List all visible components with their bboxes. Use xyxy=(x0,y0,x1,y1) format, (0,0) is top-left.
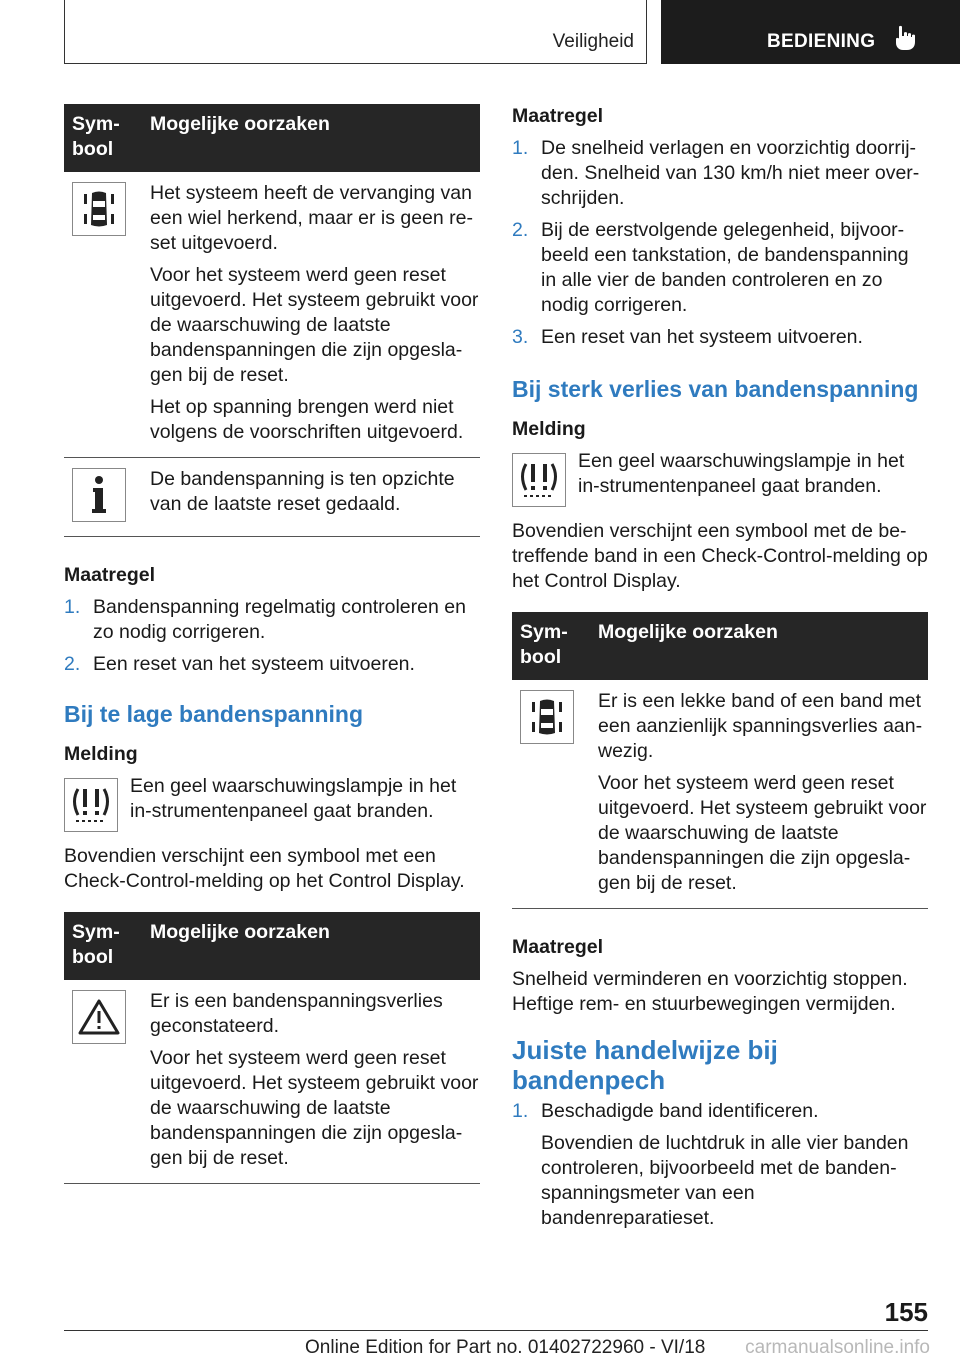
header-chapter-label: BEDIENING xyxy=(767,31,876,52)
col-symbol-header: Sym- bool xyxy=(72,921,120,968)
melding-heading: Melding xyxy=(64,743,138,765)
body-text: Snelheid verminderen en voorzichtig stoppen. Heftige rem- en stuurbewegingen vermijden. xyxy=(512,968,908,1015)
notice xyxy=(512,449,928,507)
footer-divider xyxy=(64,1330,928,1331)
left-column xyxy=(64,104,480,1184)
pointing-hand-icon xyxy=(895,25,917,51)
melding-heading: Melding xyxy=(512,418,586,440)
cause-text: Het op spanning brengen werd niet volgens de voorschriften uitgevoerd. xyxy=(150,396,464,443)
body-text: Bovendien verschijnt een symbool met een Check-Control-melding op het Control Display. xyxy=(64,845,465,892)
header-chapter-tab[interactable] xyxy=(661,0,960,64)
list-item: 1. De snelheid verlagen en voorzichtig doorrij-den. Snelheid van 130 km/h niet meer over-schrijden. xyxy=(512,137,920,209)
table-header xyxy=(64,912,480,980)
section-title: Bij te lage bandenspanning xyxy=(64,701,364,727)
header-section: Veiligheid xyxy=(552,31,634,52)
body-text: Bovendien verschijnt een symbool met de be-treffende band in een Check-Control-melding op het Control Display. xyxy=(512,520,928,592)
tire-warning-icon xyxy=(64,778,118,832)
cause-text: Voor het systeem werd geen reset uitgevoerd. Het systeem gebruikt voor de waarschuwing de laatste bandenspanningen die zijn opgesla-gen bij de reset. xyxy=(150,1047,479,1169)
measure-steps xyxy=(512,136,928,350)
header-frame xyxy=(64,0,647,64)
notice xyxy=(64,774,480,832)
measure-heading: Maatregel xyxy=(512,105,604,127)
list-item: 1. Bandenspanning regelmatig controleren en zo nodig corrigeren. xyxy=(64,596,466,643)
cause-text: Het systeem heeft de vervanging van een wiel herkend, maar er is geen re-set uitgevoerd. xyxy=(150,182,473,254)
cause-text: De bandenspanning is ten opzichte van de laatste reset gedaald. xyxy=(150,468,455,515)
tire-warning-icon xyxy=(512,453,566,507)
section-title: Bij sterk verlies van bandenspanning xyxy=(512,376,919,402)
symbol-table-1 xyxy=(64,104,480,537)
measure-heading: Maatregel xyxy=(64,564,156,586)
table-row xyxy=(64,980,480,1184)
table-row xyxy=(64,172,480,458)
cause-text: Er is een lekke band of een band met een aanzienlijk spanningsverlies aan-wezig. xyxy=(598,690,923,762)
car-tpms-icon xyxy=(520,690,574,744)
table-row xyxy=(64,458,480,537)
edition-text: Online Edition for Part no. 01402722960 - VI/18 xyxy=(305,1337,706,1358)
measure-heading: Maatregel xyxy=(512,936,604,958)
info-icon xyxy=(72,468,126,522)
cause-text: Voor het systeem werd geen reset uitgevoerd. Het systeem gebruikt voor de waarschuwing de laatste bandenspanningen die zijn opgesla-gen bij de reset. xyxy=(598,772,927,894)
notice-text: Een geel waarschuwingslampje in het in-strumentenpaneel gaat branden. xyxy=(578,450,905,497)
table-row xyxy=(512,680,928,909)
notice-text: Een geel waarschuwingslampje in het in-strumentenpaneel gaat branden. xyxy=(130,775,457,822)
col-causes-header: Mogelijke oorzaken xyxy=(150,113,330,135)
list-item: 1. Beschadigde band identificeren. Bovendien de luchtdruk in alle vier banden controleren, bijvoorbeeld met de banden-spanningsmeter van een bandenreparatieset. xyxy=(512,1099,928,1231)
table-header xyxy=(512,612,928,680)
measure-steps xyxy=(512,1099,928,1231)
cause-text: Voor het systeem werd geen reset uitgevoerd. Het systeem gebruikt voor de waarschuwing de laatste bandenspanningen die zijn opgesla-gen bij de reset. xyxy=(150,264,479,386)
col-causes-header: Mogelijke oorzaken xyxy=(598,621,778,643)
warning-triangle-icon xyxy=(72,990,126,1044)
list-item: 2. Bij de eerstvolgende gelegenheid, bijvoor-beeld een tankstation, de bandenspanning in alle vier de banden controleren en zo nodig corrigeren. xyxy=(512,219,909,316)
step-detail: Bovendien de luchtdruk in alle vier banden controleren, bijvoorbeeld met de banden-spanningsmeter van een bandenreparatieset. xyxy=(541,1132,909,1229)
symbol-table-3 xyxy=(512,612,928,909)
col-symbol-header: Sym- bool xyxy=(72,113,120,160)
symbol-table-2 xyxy=(64,912,480,1184)
list-item: 2. Een reset van het systeem uitvoeren. xyxy=(64,653,415,675)
cause-text: Er is een bandenspanningsverlies geconstateerd. xyxy=(150,990,443,1037)
list-item: 3. Een reset van het systeem uitvoeren. xyxy=(512,326,863,348)
col-causes-header: Mogelijke oorzaken xyxy=(150,921,330,943)
car-tpms-icon xyxy=(72,182,126,236)
col-symbol-header: Sym- bool xyxy=(520,621,568,668)
right-column xyxy=(512,104,928,1238)
measure-steps xyxy=(64,595,480,677)
section-title: Juiste handelwijze bij bandenpech xyxy=(512,1035,778,1095)
watermark: carmanualsonline.info xyxy=(745,1337,930,1358)
table-header xyxy=(64,104,480,172)
page-number: 155 xyxy=(884,1297,928,1327)
